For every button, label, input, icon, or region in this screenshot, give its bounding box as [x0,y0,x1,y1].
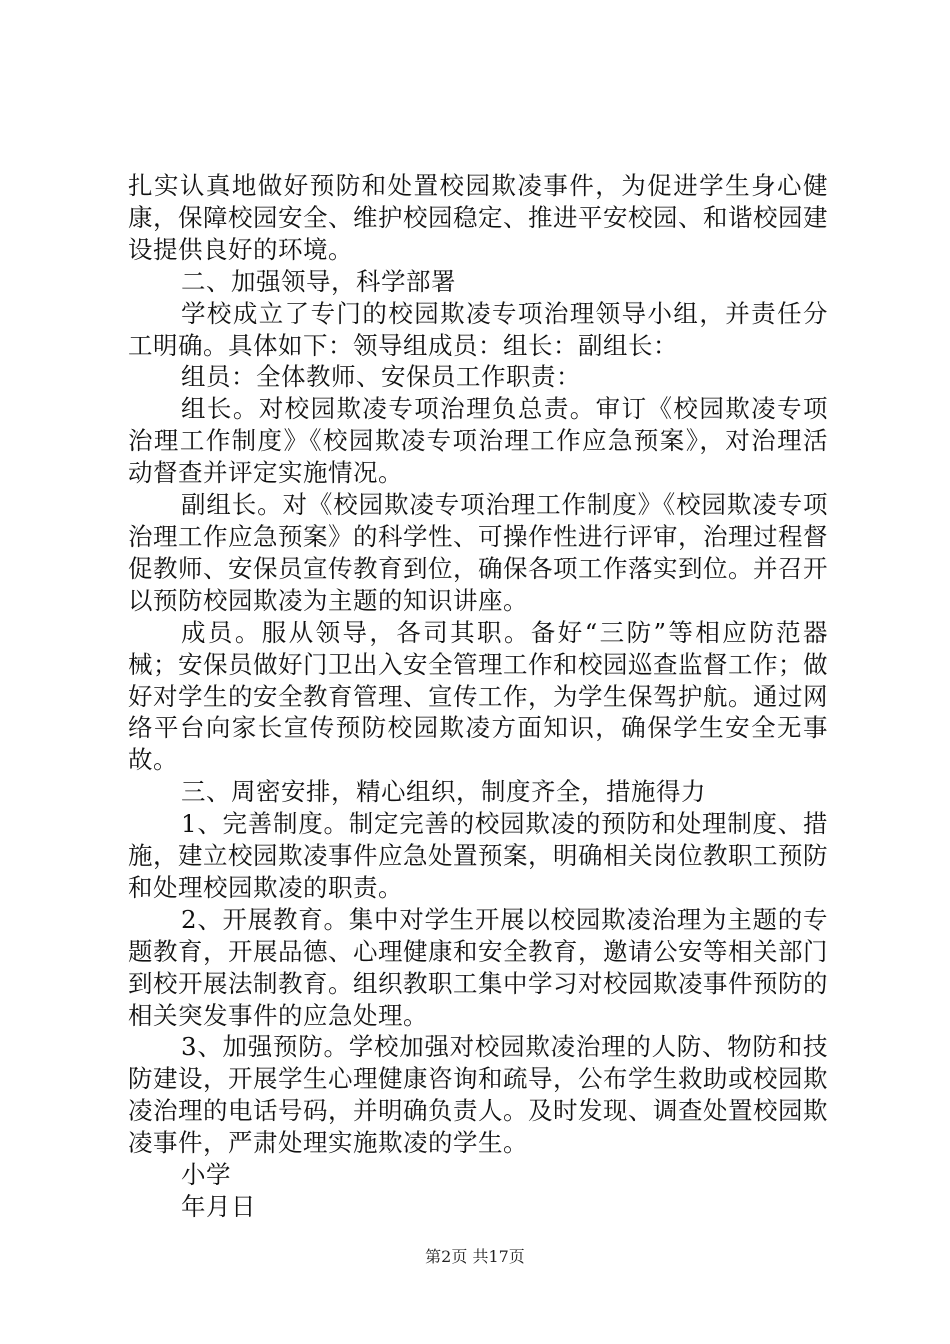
page-number-footer: 第2页 共17页 [425,1247,525,1266]
document-body [128,170,828,1223]
section-heading-3: 三、周密安排，精心组织，制度齐全，措施得力 [181,777,706,807]
paragraph-group-leader: 组长。对校园欺凌专项治理负总责。审订《校园欺凌专项治理工作制度》《校园欺凌专项治理工作应急预案》，对治理活动督查并评定实施情况。 [128,394,828,488]
signature-school: 小学 [181,1160,231,1190]
paragraph-deputy-leader: 副组长。对《校园欺凌专项治理工作制度》《校园欺凌专项治理工作应急预案》的科学性、可操作性进行评审，治理过程督促教师、安保员宣传教育到位，确保各项工作落实到位。并召开以预防校园欺凌为主题的知识讲座。 [128,490,828,615]
paragraph-intro: 扎实认真地做好预防和处置校园欺凌事件，为促进学生身心健康，保障校园安全、维护校园稳定、推进平安校园、和谐校园建设提供良好的环境。 [128,171,828,264]
signature-date: 年月日 [181,1192,256,1221]
paragraph-member-duties: 成员。服从领导，各司其职。备好“三防”等相应防范器械；安保员做好门卫出入安全管理工作和校园巡查监督工作；做好对学生的安全教育管理、宣传工作，为学生保驾护航。通过网络平台向家长宣传预防校园欺凌方面知识，确保学生安全无事故。 [128,617,828,775]
paragraph-item-1: 1、完善制度。制定完善的校园欺凌的预防和处理制度、措施，建立校园欺凌事件应急处置预案，明确相关岗位教职工预防和处理校园欺凌的职责。 [128,809,828,902]
paragraph-item-2: 2、开展教育。集中对学生开展以校园欺凌治理为主题的专题教育，开展品德、心理健康和安全教育，邀请公安等相关部门到校开展法制教育。组织教职工集中学习对校园欺凌事件预防的相关突发事件的应急处理。 [128,904,828,1030]
paragraph-item-3: 3、加强预防。学校加强对校园欺凌治理的人防、物防和技防建设，开展学生心理健康咨询和疏导，公布学生救助或校园欺凌治理的电话号码，并明确负责人。及时发现、调查处置校园欺凌事件，严肃处理实施欺凌的学生。 [128,1032,828,1158]
section-heading-2: 二、加强领导，科学部署 [181,266,456,296]
paragraph-members: 组员：全体教师、安保员工作职责： [181,362,581,392]
paragraph-leadership-group: 学校成立了专门的校园欺凌专项治理领导小组，并责任分工明确。具体如下：领导组成员：组长：副组长： [128,298,828,360]
